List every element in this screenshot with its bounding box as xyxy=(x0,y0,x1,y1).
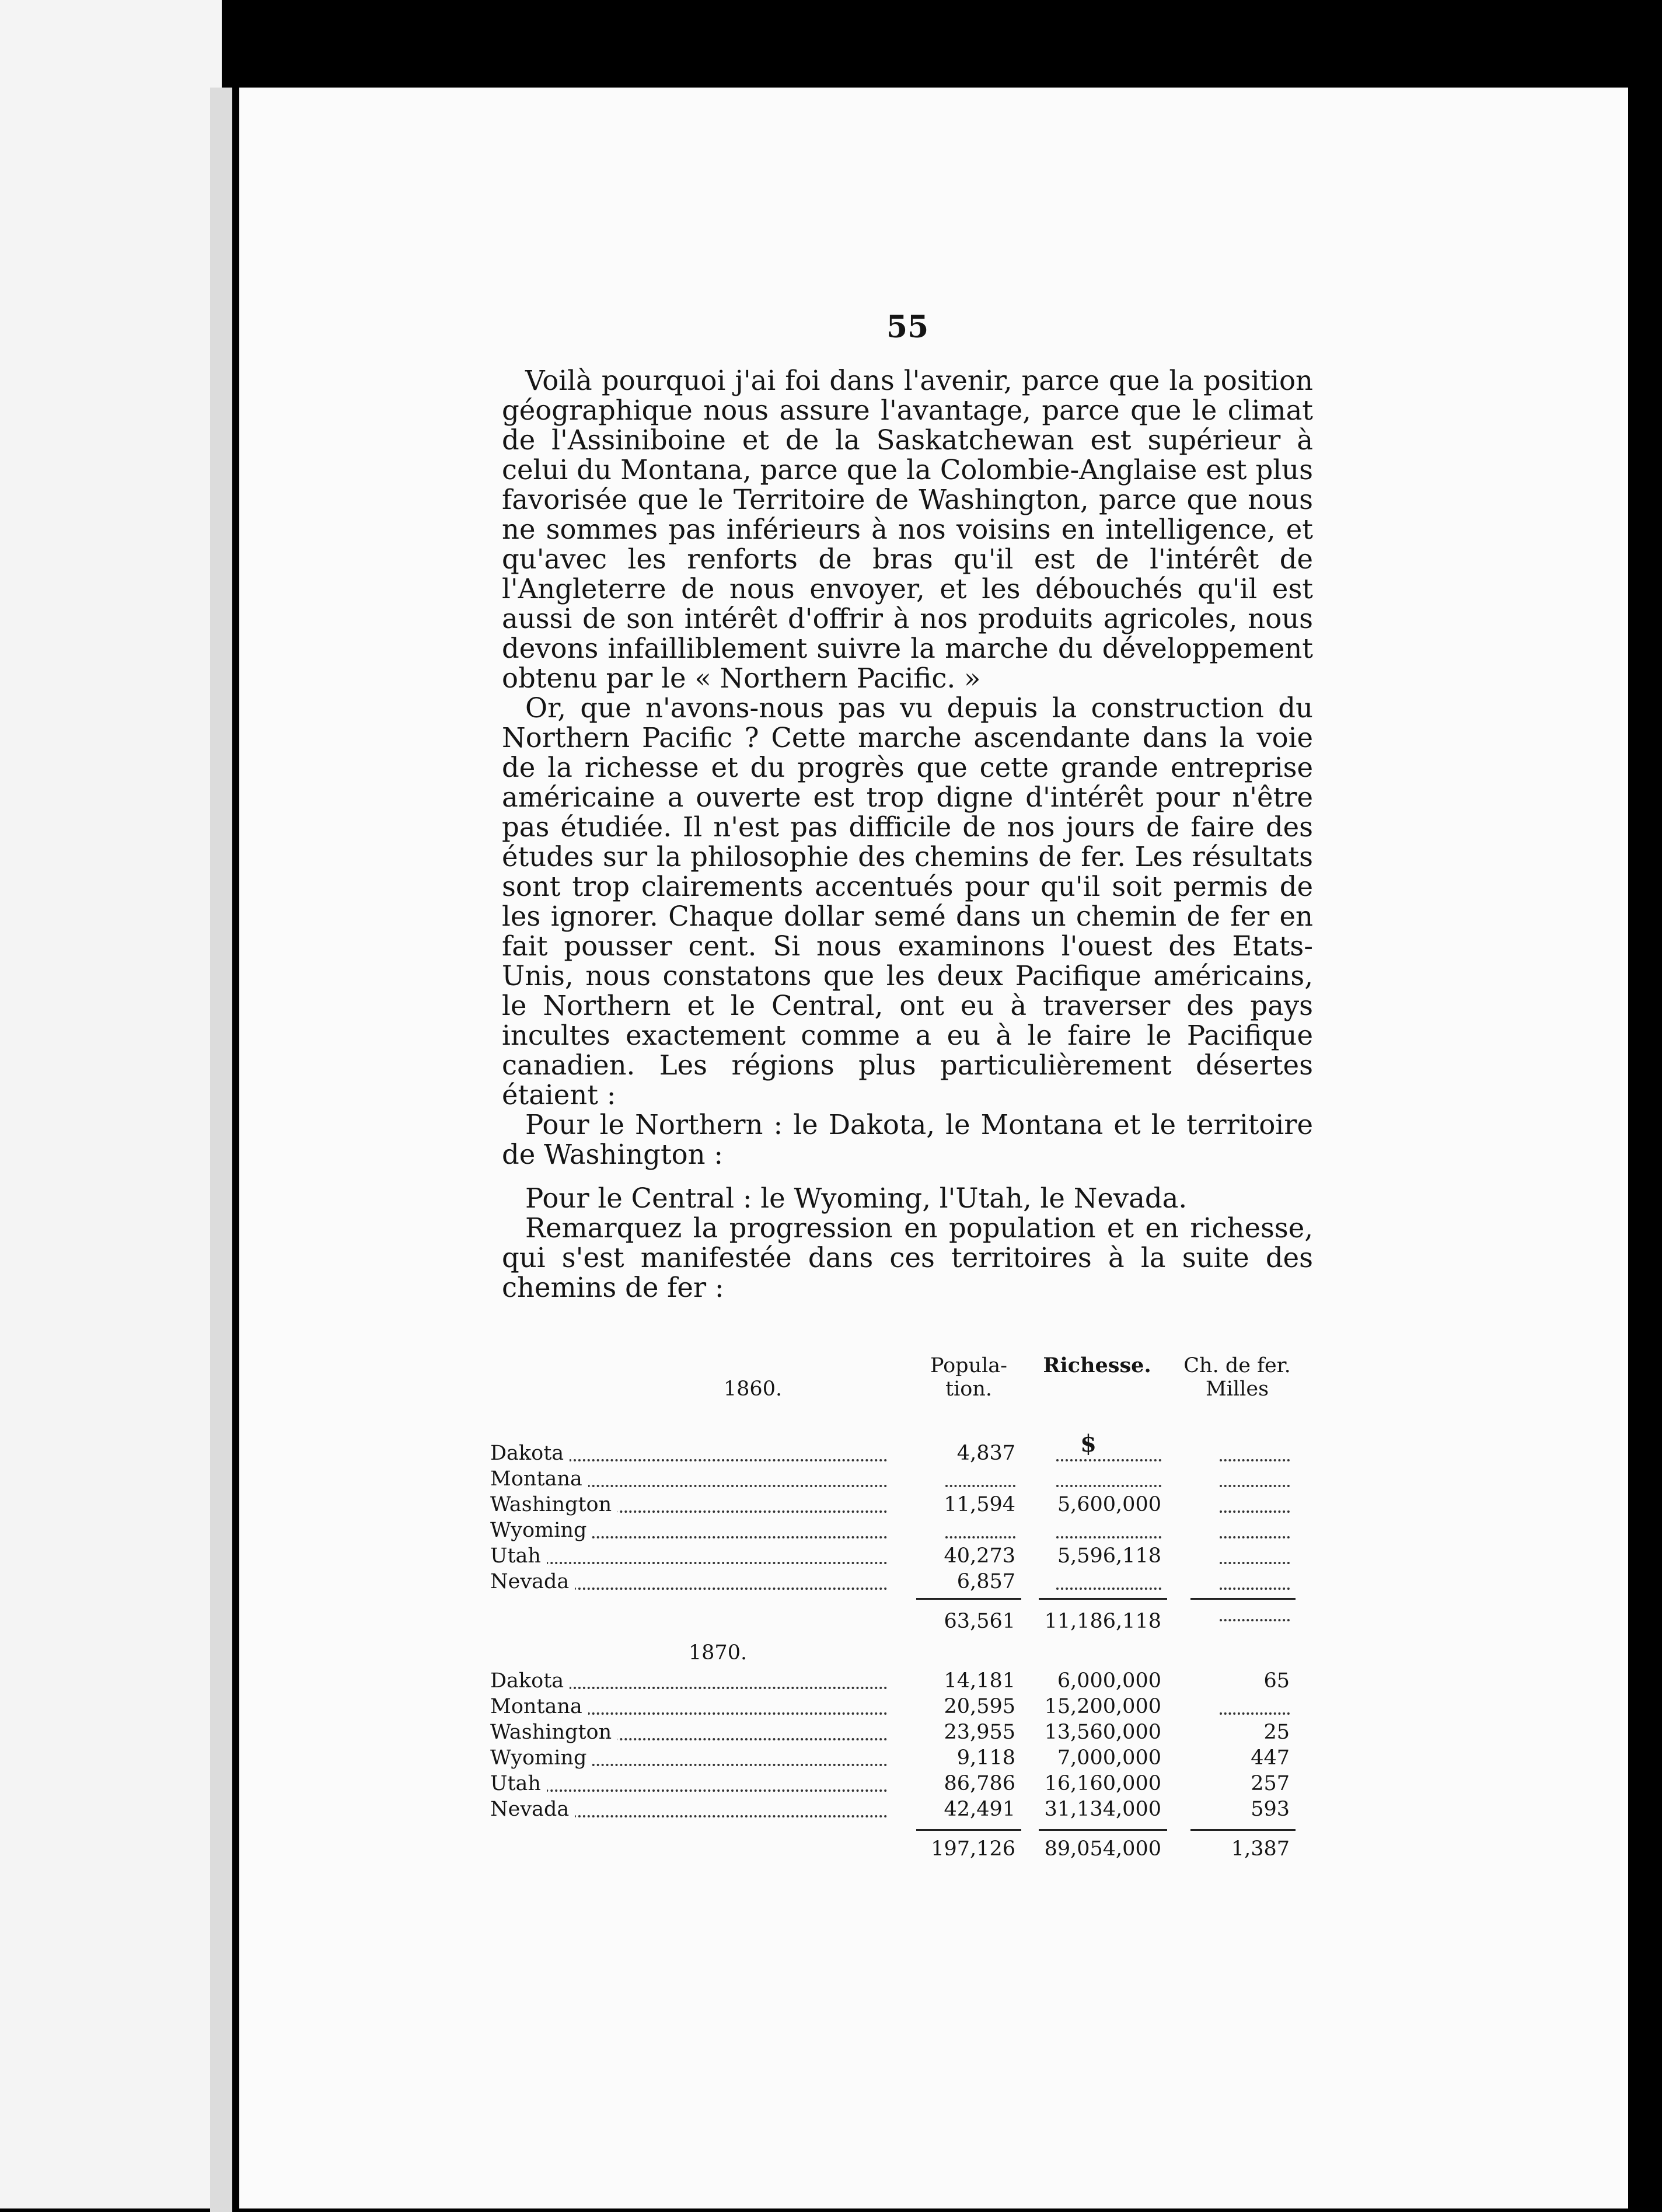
richesse-header: Richesse. xyxy=(1043,1353,1151,1377)
table-row xyxy=(490,1519,1313,1544)
rule xyxy=(1190,1829,1296,1831)
total-1860-richesse: 11,186,118 xyxy=(1044,1610,1161,1633)
leader-dots xyxy=(1220,1544,1290,1564)
population-cell: 4,837 xyxy=(956,1442,1015,1465)
table-row xyxy=(490,1746,1313,1772)
table-row xyxy=(490,1798,1313,1823)
total-1870-population: 197,126 xyxy=(931,1837,1015,1861)
territory-name: Montana xyxy=(490,1695,905,1721)
railways-cell: 65 xyxy=(1263,1669,1290,1693)
richesse-cell xyxy=(1033,1570,1161,1590)
total-1870-richesse: 89,054,000 xyxy=(1044,1837,1161,1861)
rule xyxy=(1039,1829,1167,1831)
leader-dots xyxy=(1220,1570,1290,1590)
leader-dots xyxy=(1220,1695,1290,1715)
railways-cell xyxy=(1167,1695,1290,1715)
facing-page xyxy=(0,0,222,2208)
page-text xyxy=(502,309,1313,1303)
table-row xyxy=(490,1721,1313,1746)
richesse-cell xyxy=(1033,1519,1161,1538)
richesse-cell: 16,160,000 xyxy=(1044,1772,1161,1795)
total-1870-railways: 1,387 xyxy=(1231,1837,1290,1861)
rule xyxy=(916,1598,1021,1600)
page-edge xyxy=(210,88,232,2212)
total-1870-row xyxy=(490,1829,1313,1864)
railways-cell: 257 xyxy=(1251,1772,1290,1795)
rule xyxy=(1190,1598,1296,1600)
territory-name: Wyoming xyxy=(490,1746,905,1772)
table-row xyxy=(490,1442,1313,1467)
railways-cell: 25 xyxy=(1263,1721,1290,1744)
territory-name: Montana xyxy=(490,1467,905,1493)
paragraph-3: Pour le Northern : le Dakota, le Montana et le territoire de Washington : xyxy=(502,1109,1313,1170)
total-1860-row xyxy=(490,1602,1313,1637)
population-cell: 20,595 xyxy=(944,1695,1015,1718)
total-1860-railways-dots xyxy=(1167,1602,1290,1625)
leader-dots xyxy=(1056,1519,1161,1538)
population-header: Popula- tion. xyxy=(930,1354,1008,1401)
territory-name: Washington xyxy=(490,1721,905,1746)
population-cell: 23,955 xyxy=(944,1721,1015,1744)
year-1870-label: 1870. xyxy=(688,1641,748,1665)
territory-name: Nevada xyxy=(490,1798,905,1823)
leader-dots xyxy=(1220,1467,1290,1487)
richesse-cell: 31,134,000 xyxy=(1044,1798,1161,1821)
leader-dots xyxy=(1220,1493,1290,1513)
table-row xyxy=(490,1772,1313,1798)
railways-cell xyxy=(1167,1544,1290,1564)
population-cell: 14,181 xyxy=(944,1669,1015,1693)
paragraph-5: Remarquez la progression en population et en richesse, qui s'est manifestée dans ces territoires à la suite des chemins de fer : xyxy=(502,1212,1313,1303)
year-1860-label: 1860. xyxy=(723,1377,783,1401)
population-cell: 42,491 xyxy=(944,1798,1015,1821)
table-row xyxy=(490,1467,1313,1493)
rows-1870 xyxy=(490,1669,1313,1823)
railways-cell xyxy=(1167,1467,1290,1487)
table-row xyxy=(490,1493,1313,1519)
population-cell: 6,857 xyxy=(956,1570,1015,1593)
table-row xyxy=(490,1669,1313,1695)
territory-name: Utah xyxy=(490,1772,905,1798)
total-1860-population: 63,561 xyxy=(944,1610,1015,1633)
dollar-sign: $ xyxy=(1080,1430,1097,1457)
richesse-cell: 13,560,000 xyxy=(1044,1721,1161,1744)
year-1870-row xyxy=(490,1637,1313,1669)
population-cell: 9,118 xyxy=(956,1746,1015,1770)
rows-1860 xyxy=(490,1442,1313,1596)
leader-dots xyxy=(1220,1519,1290,1538)
paragraph-4: Pour le Central : le Wyoming, l'Utah, le Nevada. xyxy=(525,1182,1188,1214)
richesse-cell: 6,000,000 xyxy=(1057,1669,1161,1693)
richesse-cell: 5,596,118 xyxy=(1057,1544,1161,1568)
leader-dots xyxy=(945,1467,1015,1487)
richesse-cell: 15,200,000 xyxy=(1044,1695,1161,1718)
railways-cell xyxy=(1167,1519,1290,1538)
richesse-cell xyxy=(1033,1442,1161,1461)
leader-dots xyxy=(1056,1442,1161,1461)
railways-cell: 593 xyxy=(1251,1798,1290,1821)
page-number: 55 xyxy=(886,309,929,345)
table-row xyxy=(490,1695,1313,1721)
leader-dots xyxy=(1220,1442,1290,1461)
leader-dots xyxy=(1056,1467,1161,1487)
richesse-cell xyxy=(1033,1467,1161,1487)
leader-dots xyxy=(1056,1570,1161,1590)
richesse-cell: 7,000,000 xyxy=(1057,1746,1161,1770)
territory-name: Wyoming xyxy=(490,1519,905,1544)
population-cell: 86,786 xyxy=(944,1772,1015,1795)
population-cell: 40,273 xyxy=(944,1544,1015,1568)
population-cell xyxy=(910,1467,1015,1487)
table-row xyxy=(490,1544,1313,1570)
leader-dots xyxy=(945,1519,1015,1538)
railways-cell xyxy=(1167,1570,1290,1590)
territory-name: Dakota xyxy=(490,1669,905,1695)
population-cell xyxy=(910,1519,1015,1538)
territory-name: Dakota xyxy=(490,1442,905,1467)
territory-name: Nevada xyxy=(490,1570,905,1596)
richesse-cell: 5,600,000 xyxy=(1057,1493,1161,1516)
territory-name: Utah xyxy=(490,1544,905,1570)
railways-cell xyxy=(1167,1442,1290,1461)
paragraph-2: Or, que n'avons-nous pas vu depuis la construction du Northern Pacific ? Cette marche ascendante dans la voie de la richesse et du progrès que cette grande entreprise américaine a ouverte est trop digne d'intérêt pour n'être pas étudiée. Il n'est pas difficile de nos jours de faire des études sur la philosophie des chemins de fer. Les résultats sont trop clairements accentués pour qu'il soit permis de les ignorer. Chaque dollar semé dans un chemin de fer en fait pousser cent. Si nous examinons l'ouest des Etats-Unis, nous constatons que les deux Pacifique américains, le Northern et le Central, ont eu à traverser des pays incultes exactement comme a eu à le faire le Pacifique canadien. Les régions plus particulièrement désertes étaient : xyxy=(502,692,1313,1111)
paragraph-1: Voilà pourquoi j'ai foi dans l'avenir, parce que la position géographique nous assure l'avantage, parce que le climat de l'Assiniboine et de la Saskatchewan est supérieur à celui du Montana, parce que la Colombie-Anglaise est plus favorisée que le Territoire de Washington, parce que nous ne sommes pas inférieurs à nos voisins en intelligence, et qu'avec les renforts de bras qu'il est de l'intérêt de l'Angleterre de nous envoyer, et les débouchés qu'il est aussi de son intérêt d'offrir à nos produits agricoles, nous devons infailliblement suivre la marche du développement obtenu par le « Northern Pacific. » xyxy=(502,365,1313,694)
table-row xyxy=(490,1570,1313,1596)
railways-cell xyxy=(1167,1493,1290,1513)
rule xyxy=(916,1829,1021,1831)
territory-name: Washington xyxy=(490,1493,905,1519)
railways-header: Ch. de fer. Milles xyxy=(1183,1354,1291,1401)
population-cell: 11,594 xyxy=(944,1493,1015,1516)
rule xyxy=(1039,1598,1167,1600)
railways-cell: 447 xyxy=(1251,1746,1290,1770)
statistics-table xyxy=(490,1354,1313,1864)
